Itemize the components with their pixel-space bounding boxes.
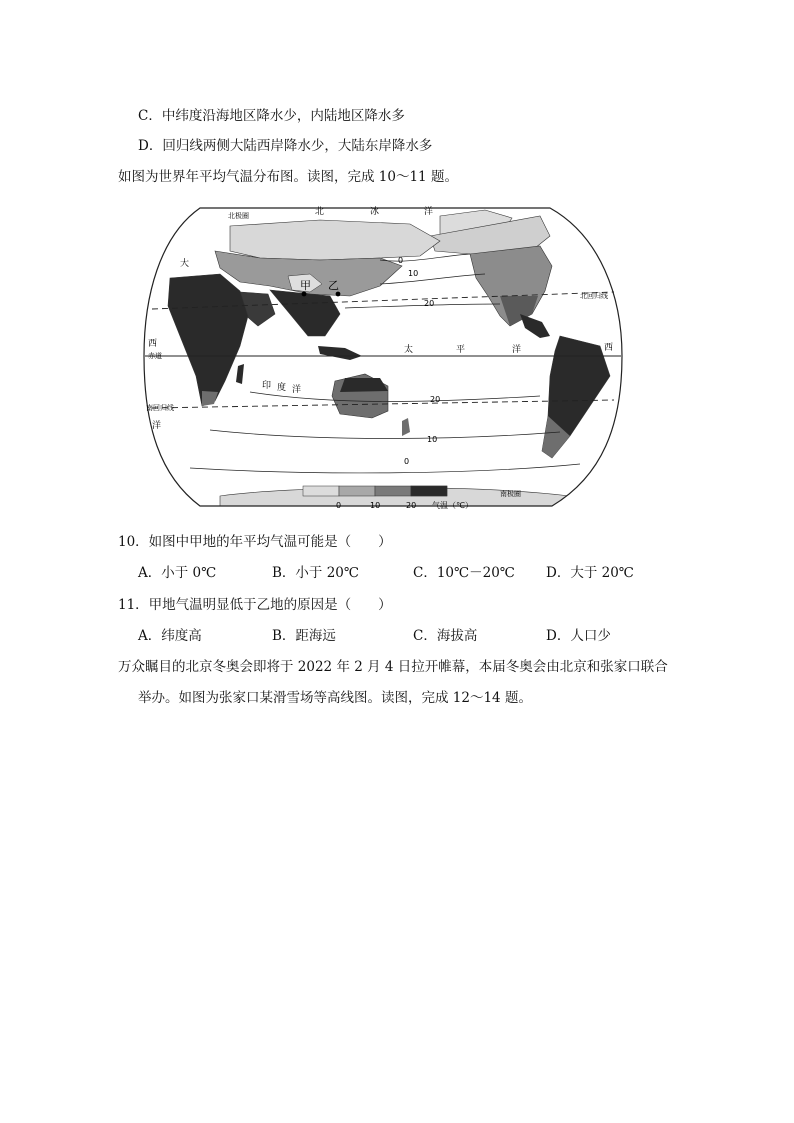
equator-label: 赤道 [148, 352, 162, 360]
question-11-stem: 11．甲地气温明显低于乙地的原因是（ ） [118, 597, 392, 613]
isotherm-label: 10 [427, 435, 438, 444]
arctic-ocean-label: 北 [315, 207, 325, 217]
q10-option-c[interactable]: C．10℃－20℃ [413, 565, 515, 581]
isotherm-label: 20 [430, 395, 441, 404]
antarctic-circle-label: 南极圈 [500, 490, 521, 498]
question-10-stem: 10．如图中甲地的年平均气温可能是（ ） [118, 534, 392, 550]
atlantic-label: 西 [604, 343, 614, 353]
indian-ocean-label: 印 [262, 381, 272, 391]
legend-tick: 0 [336, 501, 342, 510]
q10-option-b[interactable]: B．小于 20℃ [272, 565, 359, 581]
legend-tick: 10 [370, 501, 381, 510]
legend-tick: 20 [406, 501, 417, 510]
point-yi-label: 乙 [328, 279, 339, 292]
atlantic-label: 洋 [152, 421, 162, 431]
isotherm-label: 10 [408, 269, 419, 278]
next-intro-line-2: 举办。如图为张家口某滑雪场等高线图。读图，完成 12～14 题。 [138, 690, 532, 706]
atlantic-label: 西 [148, 339, 158, 349]
option-c-prev: C．中纬度沿海地区降水少，内陆地区降水多 [138, 108, 405, 124]
pacific-ocean-label: 洋 [512, 345, 522, 355]
next-intro-line-1: 万众瞩目的北京冬奥会即将于 2022 年 2 月 4 日拉开帷幕，本届冬奥会由北京和张家口联合 [118, 659, 668, 675]
tropic-of-cancer-label: 北回归线 [580, 292, 608, 300]
indian-ocean-label: 度 [277, 383, 287, 393]
option-d-prev: D．回归线两侧大陆西岸降水少，大陆东岸降水多 [138, 138, 433, 154]
legend-swatch [339, 486, 375, 496]
q11-option-d[interactable]: D．人口少 [546, 628, 611, 644]
q11-option-b[interactable]: B．距海远 [272, 628, 336, 644]
point-jia-label: 甲 [300, 279, 311, 292]
arctic-ocean-label: 冰 [370, 207, 380, 217]
legend-swatch [375, 486, 411, 496]
legend-title: 气温（℃） [432, 501, 473, 510]
q10-option-a[interactable]: A．小于 0℃ [138, 565, 217, 581]
arctic-ocean-label: 洋 [424, 207, 434, 217]
tropic-of-capricorn-label: 南回归线 [146, 404, 174, 412]
legend-swatch [303, 486, 339, 496]
question-intro: 如图为世界年平均气温分布图。读图，完成 10～11 题。 [118, 169, 458, 185]
isotherm-label: 20 [424, 299, 435, 308]
arctic-circle-label: 北极圈 [228, 212, 249, 220]
isotherm-label: 0 [398, 256, 404, 265]
indian-ocean-label: 洋 [292, 385, 302, 395]
world-temperature-map [140, 196, 626, 516]
q11-option-c[interactable]: C．海拔高 [413, 628, 478, 644]
point-jia-marker [302, 292, 307, 297]
pacific-ocean-label: 平 [456, 345, 466, 355]
atlantic-label: 大 [180, 259, 190, 269]
point-yi-marker [336, 292, 341, 297]
q11-option-a[interactable]: A．纬度高 [138, 628, 202, 644]
isotherm-label: 0 [404, 457, 410, 466]
q10-option-d[interactable]: D．大于 20℃ [546, 565, 634, 581]
pacific-ocean-label: 太 [404, 345, 414, 355]
legend-swatch [411, 486, 447, 496]
